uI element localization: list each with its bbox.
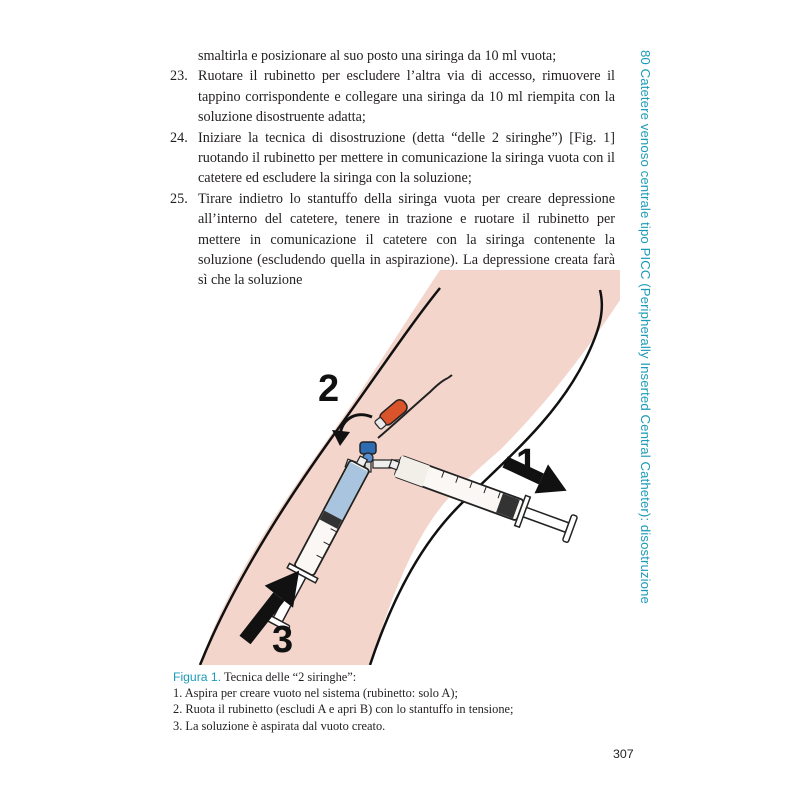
running-header — [635, 50, 653, 604]
list-item — [170, 128, 615, 189]
item-number: 25. — [170, 190, 188, 207]
continuation-line: smaltirla e posizionare al suo posto una siringa da 10 ml vuota; — [198, 48, 557, 64]
page-number: 307 — [613, 747, 634, 761]
two-syringe-illustration — [160, 270, 620, 665]
figure-caption — [173, 669, 633, 734]
item-text: Tirare indietro lo stantuffo della siringa vuota per creare depressione all’interno del catetere, tenere in trazione e ruotare il rubinetto per mettere in comunicazione il catetere con la siringa contenente la soluzione (escludendo quella in aspirazione). La depressione creata farà sì che la soluzione — [198, 190, 615, 289]
step-label-3: 3 — [272, 619, 294, 661]
figure-title: Tecnica delle “2 siringhe”: — [223, 670, 357, 684]
item-text: Iniziare la tecnica di disostruzione (detta “delle 2 siringhe”) [Fig. 1] ruotando il rubinetto per mettere in comunicazione la siringa vuota con il catetere ed escludere la siringa con la soluzione; — [198, 129, 615, 187]
caption-line: 1. Aspira per creare vuoto nel sistema (rubinetto: solo A); — [173, 686, 458, 701]
step-label-2: 2 — [318, 368, 340, 410]
item-text: Ruotare il rubinetto per escludere l’altra via di accesso, rimuovere il tappino corrispondente e collegare una siringa da 10 ml riempita con la soluzione disostruente adatta; — [198, 68, 615, 126]
list-item — [170, 66, 615, 127]
body-text — [170, 46, 615, 291]
figure-label: Figura 1. — [173, 670, 222, 684]
item-number: 23. — [170, 68, 188, 85]
running-header-text: 80 Catetere venoso centrale tipo PICC (Peripherally Inserted Central Catheter): disostruzione — [638, 50, 653, 604]
caption-line: 3. La soluzione è aspirata dal vuoto creato. — [173, 718, 386, 733]
caption-line: 2. Ruota il rubinetto (escludi A e apri B) con lo stantuffo in tensione; — [173, 702, 514, 717]
step-label-1: 1 — [516, 442, 538, 484]
item-number: 24. — [170, 129, 188, 146]
